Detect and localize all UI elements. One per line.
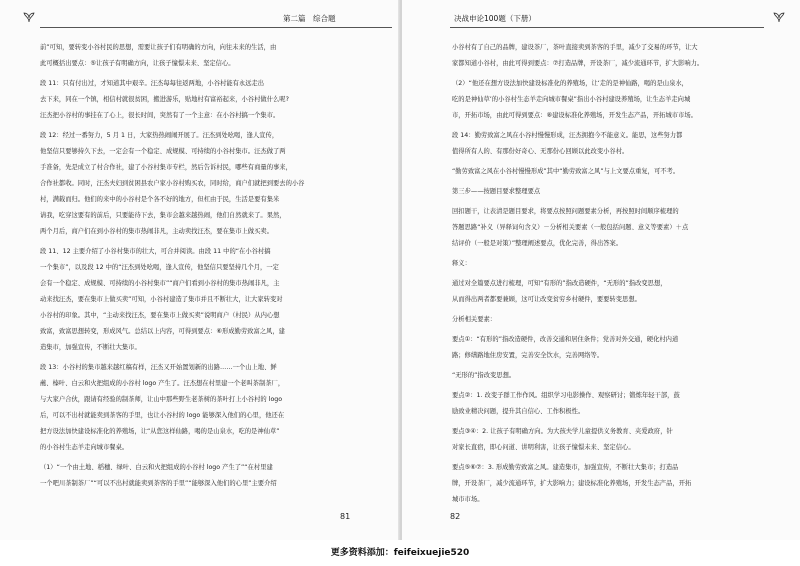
text-line: 蘸、榛叶、白云和火把组成的小谷村 logo 产生了。汪杰想在村里建一个老叫茶制茶厂， xyxy=(40,380,285,387)
text-line: 牌，开设茶厂，减少流通环节，扩大影响力；建设标准化养殖场，开发生态产品，开拓 xyxy=(452,480,692,487)
text-line: 要点③④：2. 让孩子有明确方向。为大孩夫学儿童提供义务教育、夹爱政府，针 xyxy=(452,428,673,435)
text-line: 会有一个稳定、成规模、可持续的小谷村集市”“商户们看到小谷村的集市热闹非凡，主 xyxy=(40,280,280,287)
text-line: 释义： xyxy=(452,260,471,267)
text-line: 第三步——按题目要求整理要点 xyxy=(452,188,541,195)
text-line: 后，可以不出村就能卖到茶客的手里，也让小谷村的 logo 能够深入他们的心里，他还在 xyxy=(40,412,285,419)
text-line: 小谷村的印象。其中，“主动来找汪杰，要在集市上做买卖”说明商户（村民）从内心想 xyxy=(40,312,280,319)
text-line: 把方设法加快建设标准化的养殖场，让“从您这样仙路，喝的是山泉水，吃的是神仙草” xyxy=(40,428,280,435)
text-line: 汪杰把小谷村的事挂在了心上，很长时间，突然有了一个主意：在小谷村搞一个集市。 xyxy=(40,112,280,119)
text-line: 段 14：勤劳致富之风在小谷村慢慢形成，汪杰拥抱今不能意义。能思，这些努力都 xyxy=(452,132,683,139)
text-line: 结评价（一般是对策）”整理阐述要点，优化完善，得出答案。 xyxy=(452,240,623,247)
left-header-section: 第二篇 综合题 xyxy=(283,14,336,23)
text-line: 回扣题干，让表清是题目要求，将要点按照问题要素分析，再按照时间顺序梳理的 xyxy=(452,208,679,215)
text-line: 段 12：经过一番努力，5 月 1 日，大家热热闹闹开展了。汪杰到处吆喝，逢人宣传， xyxy=(40,132,279,139)
text-line: 要点②：1. 改变子群工作作风。组织学习电影操作、观察研讨；锻炼年轻干部，鼓 xyxy=(452,392,680,399)
text-line: 市，开拓市场，由此可得到要点：⑧建设标准化养殖场，开发生态产品，开拓城市市场。 xyxy=(452,112,697,119)
text-line: 此可概括出要点：⑤让孩子有明确方向，让孩子憧憬未来、坚定信心。 xyxy=(40,60,235,67)
text-line: 吃的是神仙草’的小谷村生态羊走向城市餐桌”指出小谷村建设养殖场，让生态羊走向城 xyxy=(452,96,691,103)
text-line: （2）“他还在想方设法加快建设标准化的养殖场，让‘走的是神仙路，喝的是山泉水， xyxy=(452,80,688,87)
text-line: 对家长直宿，即心问道、讲明利害，让孩子憧憬未来、坚定信心。 xyxy=(452,444,635,451)
text-line: 城市市场。 xyxy=(452,496,484,503)
text-line: 一个集市”，以及段 12 中的“汪杰到处吆喝，逢人宣传，他坚信只要坚持几个月，一定 xyxy=(40,264,279,271)
text-line: 段 11：只有付出过，才知道其中艰辛。汪杰每每往返两地，小谷村能有永远走出 xyxy=(40,80,265,87)
text-line: 合作社都收。同时，汪杰夫妇到贫困县农户家小谷村购买农，同时给，商户们就把到要去的小谷 xyxy=(40,180,305,187)
right-page xyxy=(402,0,800,540)
text-line: 与大家户合伙，跟请有经验的制茶师，让山中那些野生老茶树的茶叶打上小谷村的 logo xyxy=(40,396,283,403)
text-line: 两个月后，商户们在到小谷村的集市热闹非凡，主动卖找汪杰，要在集市上做买卖。 xyxy=(40,228,273,235)
left-body-text xyxy=(40,40,394,492)
page-corner-ornament-icon xyxy=(22,9,36,23)
text-line: 致富，致富思想转变，形成风气。总结以上内容，可得到要点：⑥形成勤劳致富之风，建 xyxy=(40,328,285,335)
text-line: 造集市，加强宣传，不断壮大集市。 xyxy=(40,344,141,351)
right-header-rule xyxy=(450,27,764,28)
text-line: 前”可知，要转变小谷村民的思想，需要让孩子们有明确的方向，向往未来的生活，由 xyxy=(40,44,277,51)
text-line: 去下来，同在一个镇，相信村就很贫困，搬进游乐，贴地村有富裕起来，小谷村做什么呢? xyxy=(40,96,289,103)
text-line: 通过对全篇要点进行梳理，可知“有形的”指改造硬件，“无形的”指改变思想， xyxy=(452,280,667,287)
text-line: 励致业精决问题，提升其自信心、工作积极性。 xyxy=(452,408,585,415)
text-line: 路；修缮路地住房安置，完善安全饮水，完善网络等。 xyxy=(452,352,604,359)
text-line: （1）“一个由土地、稻穗、绿叶、白云和火把组成的小谷村 logo 产生了”“在村里建 xyxy=(40,464,273,471)
text-line: “勤劳致富之风在小谷村慢慢形成”其中“勤劳致富之风”与上文要点重复，可不考。 xyxy=(452,168,680,175)
text-line: 分析相关要素： xyxy=(452,316,497,323)
right-header-book: 决战申论100题（下册） xyxy=(454,14,536,23)
left-page xyxy=(0,0,402,540)
text-line: 动来找汪杰，要在集市上做买卖”可知，小谷村建造了集市并且不断壮大，让大家转变对 xyxy=(40,296,283,303)
text-line: “无形的”指改变思想。 xyxy=(452,372,516,379)
text-line: 请我，吃穿这要有的前后，只要能待下去，集市会越来越热闹，他们自然就来了。果然， xyxy=(40,212,286,219)
page-corner-ornament-icon xyxy=(772,9,786,23)
right-page-number: 82 xyxy=(450,512,461,521)
text-line: 段 11、12 主要介绍了小谷村集市的壮大，可合并阅读。由段 11 中的“在小谷村搞 xyxy=(40,248,271,255)
text-line: 他坚信只要够持久下去，一定会有一个稳定、成规模、可持续的小谷村集市。汪杰做了两 xyxy=(40,148,286,155)
left-header-rule xyxy=(40,27,392,28)
text-line: 答题思路“补义（异释词句含义）－分析相关要素（一般包括问题、意义等要素）＋点 xyxy=(452,224,689,231)
footer-note: 更多资料添加：feifeixuejie520 xyxy=(0,540,800,566)
left-page-number: 81 xyxy=(340,512,351,521)
right-body-text xyxy=(452,40,782,508)
text-line: 从而得出两者都要兼顾，这可让改变贫穷乡村硬件，要要转变思想。 xyxy=(452,296,641,303)
text-line: 要点①：“有形的”指改造硬件，改善交通和居住条件；党善对外交通，硬化村内道 xyxy=(452,336,679,343)
text-line: 手准备，先是成立了村合作社，建了小谷村集市专栏，然后告诉村民，哪些有商量的事来， xyxy=(40,164,292,171)
text-line: 小谷村有了自己的品牌，建设茶厂，茶叶直接卖到茶客的手里，减少了交易的环节，让大 xyxy=(452,44,698,51)
text-line: 村，满载而归。他们的来中的小谷村是个各不好的地方，但杠由于民，生活是要有集米 xyxy=(40,196,280,203)
text-line: 值得所有人的、有那份好奇心、无那份心回顾以此改变小谷村。 xyxy=(452,148,629,155)
text-line: 段 13：小谷村的集市越来越红稿有样，汪杰又开始置划新的出路……一个山上地、鲜 xyxy=(40,364,277,371)
text-line: 要点⑤⑥⑦：3. 形成勤劳致富之风。建造集市，加强宣传，不断壮大集市；打造品 xyxy=(452,464,679,471)
text-line: 的小谷村生态羊走向城市餐桌。 xyxy=(40,444,129,451)
text-line: 一个吧川茶制茶厂”“可以不出村就能卖到茶客的手里”“能够深入他们的心里”主要介绍 xyxy=(40,480,277,487)
text-line: 家都知道小谷村，由此可得到要点：⑦打造品牌，开设茶厂，减少流通环节，扩大影响力。 xyxy=(452,60,704,67)
